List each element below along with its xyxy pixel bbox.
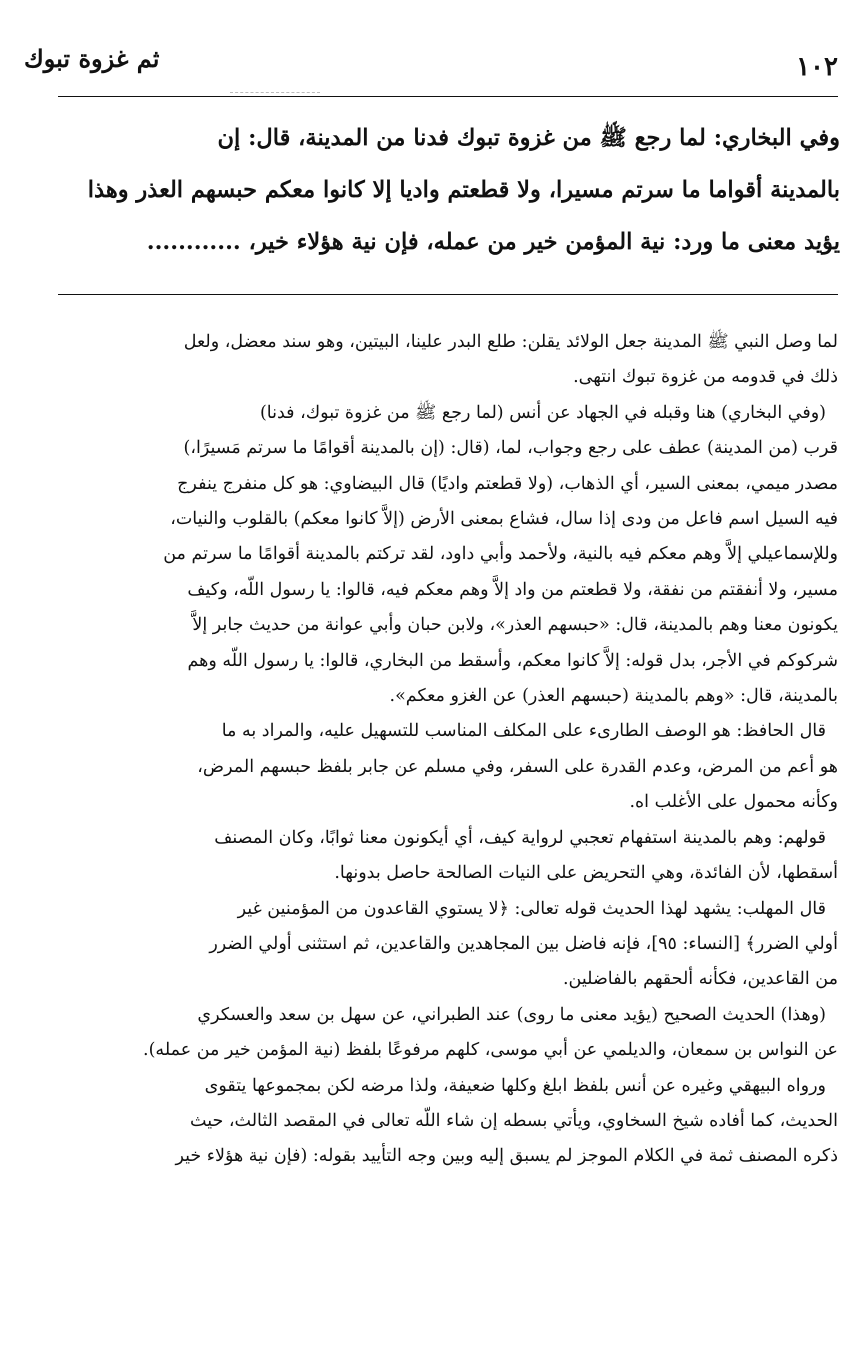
- scan-artifact: [230, 92, 320, 93]
- commentary-line: (وهذا) الحديث الصحيح (يؤيد معنى ما روى) عند الطبراني، عن سهل بن سعد والعسكري: [197, 1004, 826, 1025]
- commentary-line: فيه السيل اسم فاعل من ودى إذا سال، فشاع بمعنى الأرض (إلاَّ كانوا معكم) بالقلوب والنيات،: [170, 509, 838, 530]
- main-text-line: بالمدينة أقواما ما سرتم مسيرا، ولا قطعتم واديا إلا كانوا معكم حبسهم العذر وهذا: [87, 177, 840, 203]
- main-text-line: وفي البخاري: لما رجع ﷺ من غزوة تبوك فدنا من المدينة، قال: إن: [217, 125, 840, 151]
- main-text: [30, 112, 840, 268]
- running-title: ثم غزوة تبوك: [24, 44, 160, 73]
- commentary-paragraph: [22, 396, 838, 715]
- page-number: ١٠٢: [796, 52, 838, 82]
- commentary-line: شركوكم في الأجر، بدل قوله: إلاَّ كانوا معكم، وأسقط من البخاري، قالوا: يا رسول اللّه وهم: [187, 650, 838, 671]
- commentary-line: قال الحافظ: هو الوصف الطارىء على المكلف المناسب للتسهيل عليه، والمراد به ما: [221, 721, 826, 742]
- commentary-paragraph: [22, 892, 838, 998]
- commentary-line: هو أعم من المرض، وعدم القدرة على السفر، وفي مسلم عن جابر بلفظ حبسهم المرض،: [197, 756, 838, 777]
- commentary-line: قولهم: وهم بالمدينة استفهام تعجبي لرواية كيف، أي أيكونون معنا ثوابًا، وكان المصنف: [214, 827, 826, 848]
- commentary-line: من القاعدين، فكأنه ألحقهم بالفاضلين.: [562, 969, 838, 990]
- commentary-line: قال المهلب: يشهد لهذا الحديث قوله تعالى: ﴿لا يستوي القاعدون من المؤمنين غير: [237, 898, 826, 919]
- commentary-line: ذلك في قدومه من غزوة تبوك انتهى.: [573, 367, 838, 388]
- commentary-line: أسقطها، لأن الفائدة، وهي التحريض على النيات الصالحة حاصل بدونها.: [334, 863, 838, 884]
- commentary-line: أولي الضرر﴾ [النساء: ٩٥]، فإنه فاضل بين المجاهدين والقاعدين، ثم استثنى أولي الضرر: [209, 933, 838, 954]
- commentary-line: مصدر ميمي، بمعنى السير، أي الذهاب، (ولا قطعتم واديًا) قال البيضاوي: هو كل منفرج ينفرج: [177, 473, 838, 494]
- commentary: [22, 325, 838, 1175]
- commentary-paragraph: [22, 998, 838, 1069]
- commentary-line: الحديث، كما أفاده شيخ السخاوي، ويأتي بسطه إن شاء اللّه تعالى في المقصد الثالث، حيث: [190, 1110, 838, 1131]
- commentary-line: وللإسماعيلي إلاَّ وهم معكم فيه بالنية، ولأحمد وأبي داود، لقد تركتم بالمدينة أقوامًا ما سرتم من: [163, 544, 838, 565]
- commentary-paragraph: [22, 821, 838, 892]
- commentary-line: يكونون معنا وهم بالمدينة، قال: «حبسهم العذر»، ولابن حبان وأبي عوانة من حديث جابر إلاَّ: [192, 615, 838, 636]
- commentary-line: مسير، ولا أنفقتم من نفقة، ولا قطعتم من واد إلاَّ وهم معكم فيه، قالوا: يا رسول اللّه، وكيف: [187, 579, 838, 600]
- commentary-line: بالمدينة، قال: «وهم بالمدينة (حبسهم العذر) عن الغزو معكم».: [389, 686, 838, 707]
- commentary-line: قرب (من المدينة) عطف على رجع وجواب، لما، (قال: (إن بالمدينة أقوامًا ما سرتم مَسيرًا،): [183, 438, 838, 459]
- commentary-paragraph: [22, 1069, 838, 1175]
- header-divider: [58, 96, 838, 97]
- main-text-line: يؤيد معنى ما ورد: نية المؤمن خير من عمله، فإن نية هؤلاء خير، ............: [146, 229, 840, 255]
- commentary-paragraph: [22, 714, 838, 820]
- commentary-line: ذكره المصنف ثمة في الكلام الموجز لم يسبق إليه وبين وجه التأييد بقوله: (فإن نية هؤلاء خير: [175, 1146, 838, 1167]
- section-divider: [58, 294, 838, 295]
- commentary-line: ورواه البيهقي وغيره عن أنس بلفظ ابلغ وكلها ضعيفة، ولذا مرضه لكن بمجموعها يتقوى: [204, 1075, 826, 1096]
- commentary-line: وكأنه محمول على الأغلب اه.: [629, 792, 838, 813]
- commentary-line: (وفي البخاري) هنا وقبله في الجهاد عن أنس (لما رجع ﷺ من غزوة تبوك، فدنا): [259, 402, 826, 423]
- page-header: [24, 44, 838, 92]
- commentary-paragraph: [22, 325, 838, 396]
- commentary-line: عن النواس بن سمعان، والديلمي عن أبي موسى، كلهم مرفوعًا بلفظ (نية المؤمن خير من عمله).: [143, 1040, 838, 1061]
- commentary-line: لما وصل النبي ﷺ المدينة جعل الولائد يقلن: طلع البدر علينا، البيتين، وهو سند معضل، ولعل: [183, 332, 838, 352]
